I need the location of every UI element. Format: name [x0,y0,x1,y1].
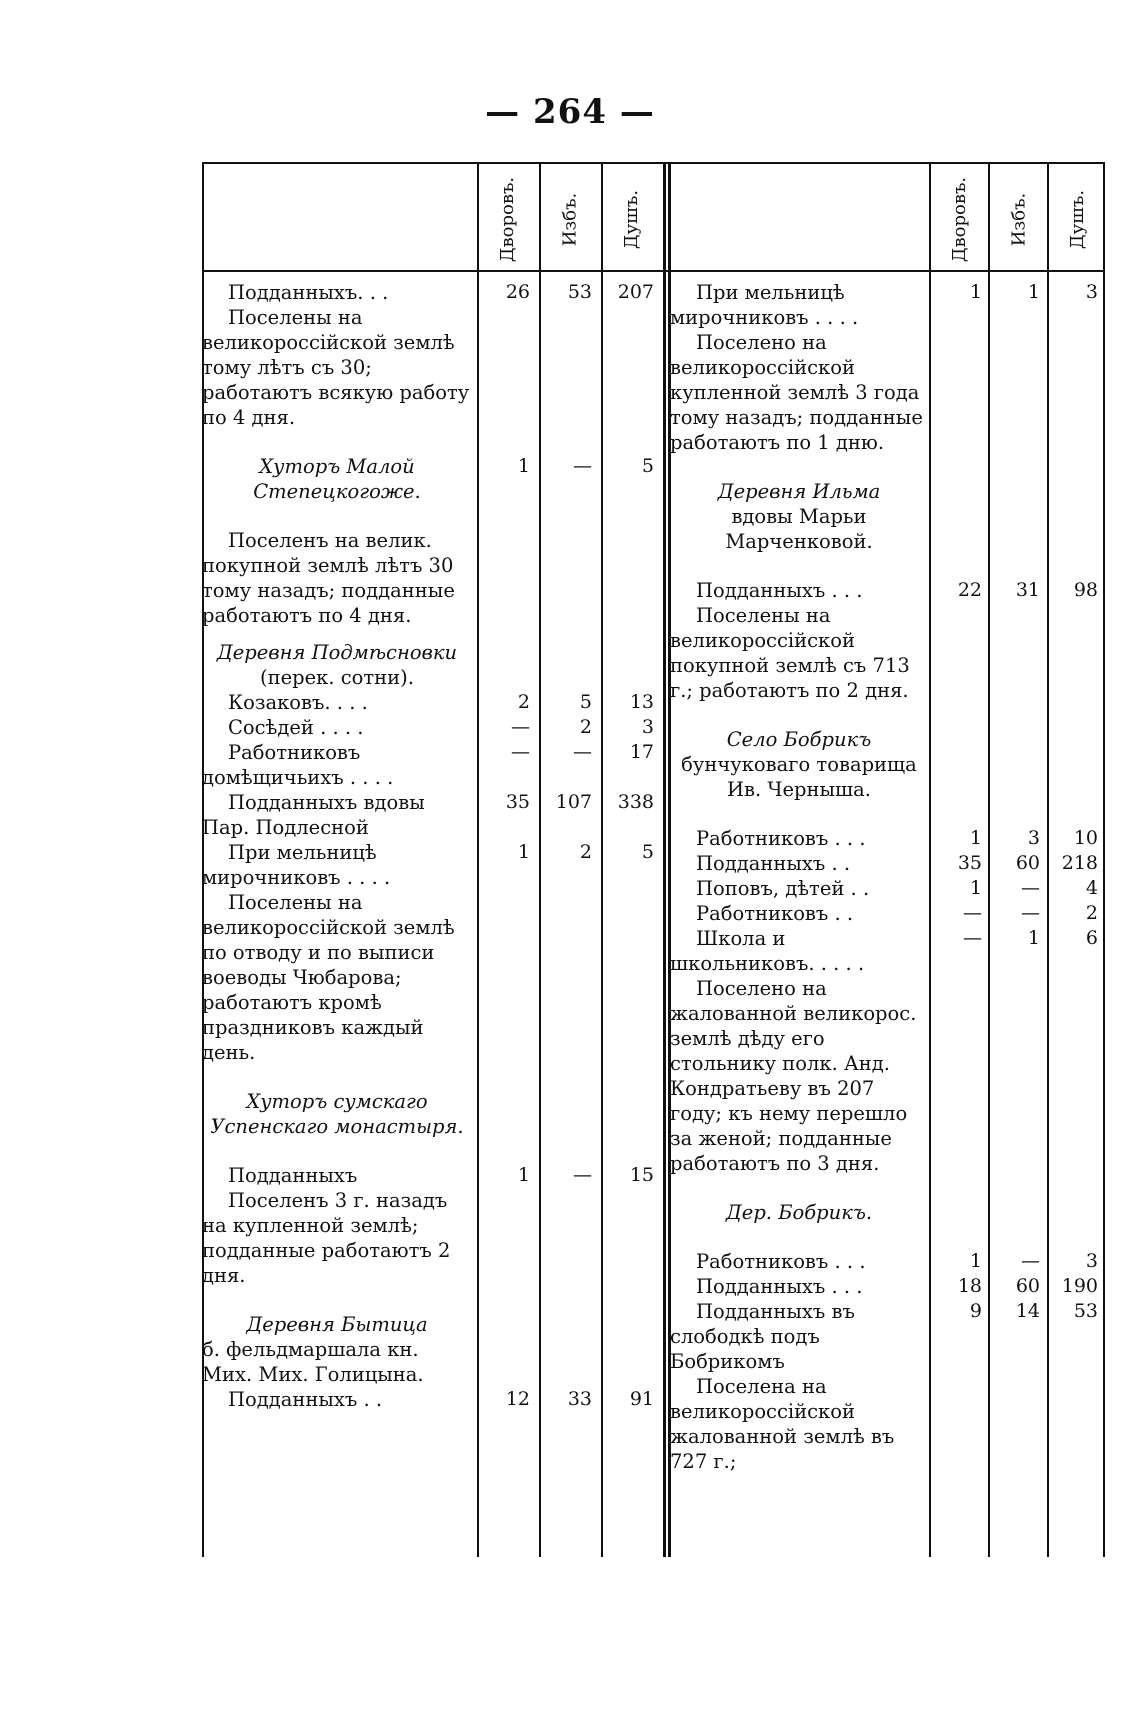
row-label: Работниковъ . . . [696,1250,866,1273]
row-gap [670,703,1105,727]
row-label: Поселены на великороссійской землѣ тому лѣтъ съ 30; работаютъ всякую работу по 4 дня. [202,306,470,429]
row-label: Работниковъ домѣщичьихъ . . . . [202,741,394,789]
row-gap [202,504,677,528]
row-label: Подданныхъ въ слободкѣ подъ Бобрикомъ [670,1300,855,1373]
cell-dush: 218 [1061,852,1098,874]
cell-dvorov: 1 [969,1250,982,1272]
row-label: Поселены на великороссійской покупной землѣ съ 713 г.; работаютъ по 2 дня. [670,604,910,702]
table-row [202,715,677,740]
cell-dush: 3 [1085,1250,1098,1272]
cell-dvorov: — [511,716,530,738]
header-rule [202,270,1105,272]
table-row [202,690,677,715]
row-gap [202,430,677,454]
row-label: Подданныхъ. . . [228,281,389,304]
cell-izb: 1 [1027,927,1040,949]
settlement-title: Хуторъ Малой Степецкогоже. [253,455,421,503]
table-row [670,479,1105,504]
cell-izb: — [1021,902,1040,924]
cell-dvorov: — [511,741,530,763]
table-row [202,840,677,890]
table-row [202,1163,677,1188]
cell-izb: 2 [579,841,592,863]
table-row [202,454,677,504]
row-label: Подданныхъ . . . [696,1275,863,1298]
settlement-title: Деревня Подмѣсновки [216,641,458,664]
cell-dvorov: 22 [957,579,982,601]
cell-izb: 33 [567,1388,592,1410]
table-row [202,1089,677,1139]
cell-dush: 3 [641,716,654,738]
row-label: При мельницѣ мирочниковъ . . . . [670,281,859,329]
cell-izb: 14 [1015,1300,1040,1322]
cell-dvorov: 1 [969,827,982,849]
cell-dush: 5 [641,455,654,477]
row-gap [202,1065,677,1089]
settlement-title: Деревня Бытица [246,1313,428,1336]
table-border-top [202,162,1105,164]
table-row [670,504,1105,554]
table-row [670,1299,1105,1374]
table-row [670,851,1105,876]
cell-izb: 3 [1027,827,1040,849]
table-row [670,926,1105,976]
cell-izb: — [573,1164,592,1186]
cell-izb: 53 [567,281,592,303]
table-row [202,1188,677,1288]
cell-dvorov: 35 [957,852,982,874]
cell-dvorov: — [963,902,982,924]
row-label: Подданныхъ [228,1164,358,1187]
cell-izb: 1 [1027,281,1040,303]
cell-dvorov: 1 [517,1164,530,1186]
cell-dush: 338 [617,791,654,813]
cell-dush: 190 [1061,1275,1098,1297]
table-row [670,976,1105,1176]
cell-izb: — [573,455,592,477]
cell-izb: — [1021,1250,1040,1272]
row-label: Подданныхъ вдовы Пар. Подлесной [202,791,425,839]
cell-dvorov: — [963,927,982,949]
left-column [202,280,677,1412]
table-row [202,528,677,628]
table-row [670,826,1105,851]
row-label: Поселенъ на велик. покупной землѣ лѣтъ 30 тому назадъ; подданные работаютъ по 4 дня. [202,529,455,627]
cell-izb: 5 [579,691,592,713]
cell-dush: 3 [1085,281,1098,303]
cell-dvorov: 1 [517,455,530,477]
cell-dush: 98 [1073,579,1098,601]
row-label: При мельницѣ мирочниковъ . . . . [202,841,391,889]
row-label: (перек. сотни). [259,666,414,689]
row-gap [202,1139,677,1163]
header-dvorov: Дворовъ. [949,176,971,263]
settlement-title: Хуторъ сумскаго Успенскаго монастыря. [210,1090,464,1138]
cell-izb: — [1021,877,1040,899]
row-gap [670,1225,1105,1249]
cell-dush: 15 [629,1164,654,1186]
cell-izb: 31 [1015,579,1040,601]
header-dush: Душъ. [1067,189,1089,250]
row-gap [202,628,677,640]
cell-dush: 10 [1073,827,1098,849]
header-izb: Избъ. [1008,192,1030,247]
row-label: вдовы Марьи Марченковой. [725,505,873,553]
table-row [202,740,677,790]
cell-dush: 53 [1073,1300,1098,1322]
cell-izb: — [573,741,592,763]
row-label: Подданныхъ . . [228,1388,383,1411]
table-row [670,727,1105,752]
cell-dush: 4 [1085,877,1098,899]
cell-dvorov: 1 [517,841,530,863]
row-label: Работниковъ . . [696,902,854,925]
row-label: Поселена на великороссійской жалованной землѣ въ 727 г.; [670,1375,895,1473]
row-gap [670,1176,1105,1200]
row-gap [670,802,1105,826]
cell-dvorov: 9 [969,1300,982,1322]
row-label: бунчуковаго товарища Ив. Черныша. [681,753,917,801]
row-label: Поселено на великороссійской купленной землѣ 3 года тому назадъ; подданные работаютъ по 1 дню. [670,331,923,454]
cell-izb: 60 [1015,1275,1040,1297]
cell-dush: 5 [641,841,654,863]
page-number: — 264 — [485,92,655,132]
right-column [670,280,1105,1474]
table-row [670,330,1105,455]
table-row [670,876,1105,901]
row-label: Козаковъ. . . . [228,691,368,714]
row-gap [670,554,1105,578]
header-dush: Душъ. [621,189,643,250]
row-label: Подданныхъ . . . [696,579,863,602]
table-row [202,1337,677,1387]
table-row [670,901,1105,926]
table-row [202,305,677,430]
settlement-title: Дер. Бобрикъ. [725,1201,873,1224]
cell-izb: 60 [1015,852,1040,874]
row-label: Школа и школьниковъ. . . . . [670,927,865,975]
header-dvorov: Дворовъ. [497,176,519,263]
table-row [202,665,677,690]
row-label: Поповъ, дѣтей . . [696,877,870,900]
cell-dush: 91 [629,1388,654,1410]
row-label: б. фельдмаршала кн. Мих. Мих. Голицына. [202,1338,424,1386]
cell-dush: 207 [617,281,654,303]
table-row [670,1374,1105,1474]
table-row [670,280,1105,330]
row-label: Поселено на жалованной великорос. землѣ дѣду его стольнику полк. Анд. Кондратьеву въ 207 году; къ нему перешло за женой; подданные работаютъ по 3 дня. [670,977,917,1175]
table-row [670,603,1105,703]
census-table [202,162,1105,1557]
settlement-title: Село Бобрикъ [726,728,872,751]
cell-dush: 6 [1085,927,1098,949]
row-label: Работниковъ . . . [696,827,866,850]
row-label: Поселенъ 3 г. назадъ на купленной землѣ; подданные работаютъ 2 дня. [202,1189,451,1287]
cell-dush: 17 [629,741,654,763]
table-row [670,1274,1105,1299]
header-izb: Избъ. [559,192,581,247]
row-label: Подданныхъ . . [696,852,851,875]
cell-dvorov: 2 [517,691,530,713]
row-gap [202,1288,677,1312]
cell-izb: 107 [555,791,592,813]
table-row [670,1200,1105,1225]
cell-dvorov: 12 [505,1388,530,1410]
cell-dush: 2 [1085,902,1098,924]
settlement-title: Деревня Ильма [717,480,881,503]
row-label: Поселены на великороссійской землѣ по отводу и по выписи воеводы Чюбарова; работаютъ кромѣ праздниковъ каждый день. [202,891,455,1064]
cell-dvorov: 18 [957,1275,982,1297]
table-row [202,280,677,305]
table-row [202,1312,677,1337]
cell-dvorov: 1 [969,281,982,303]
row-gap [670,455,1105,479]
table-row [670,752,1105,802]
cell-dvorov: 26 [505,281,530,303]
cell-dvorov: 35 [505,791,530,813]
cell-izb: 2 [579,716,592,738]
row-label: Сосѣдей . . . . [228,716,364,739]
table-row [670,578,1105,603]
cell-dush: 13 [629,691,654,713]
cell-dvorov: 1 [969,877,982,899]
table-row [202,890,677,1065]
table-row [202,640,677,665]
table-row [670,1249,1105,1274]
table-row [202,790,677,840]
table-row [202,1387,677,1412]
